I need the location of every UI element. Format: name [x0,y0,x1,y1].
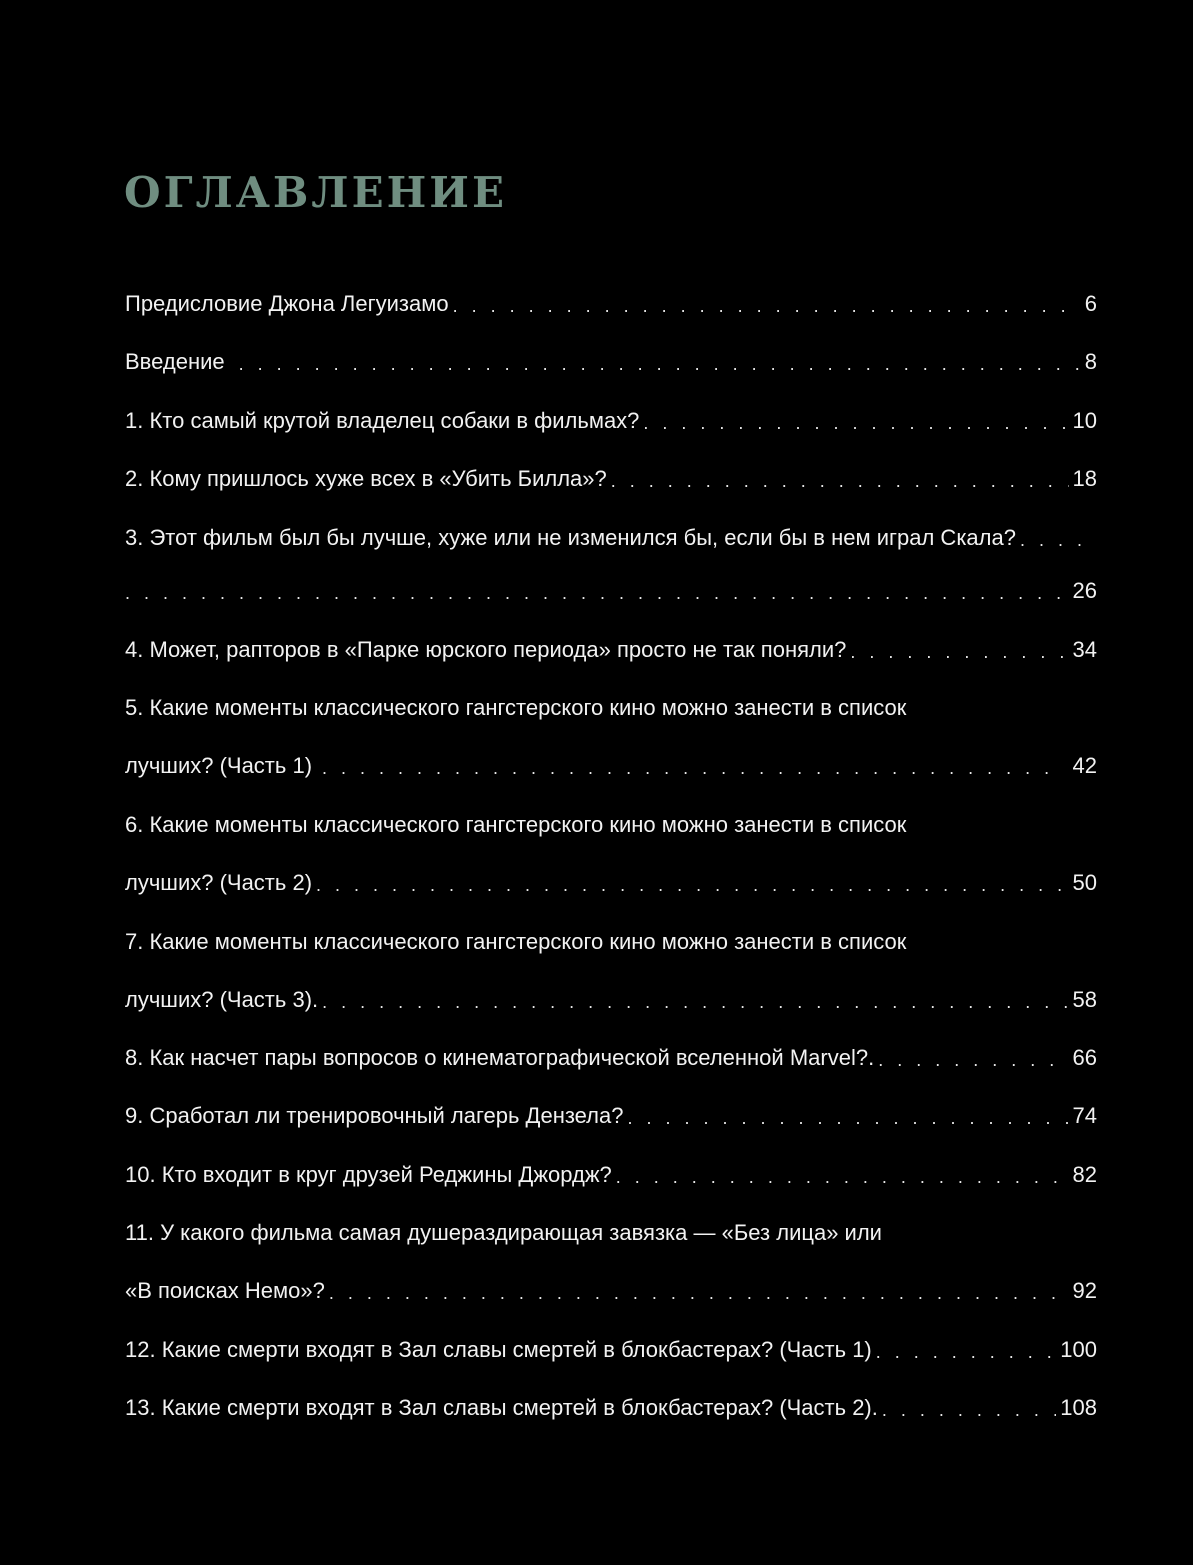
toc-entry-chapter-6-line1[interactable] [125,810,1097,840]
dot-leader [453,293,1081,319]
toc-entry-foreword[interactable] [125,289,1097,319]
dot-leader [1020,527,1093,553]
toc-entry-title: Введение [125,349,225,374]
toc-entry-chapter-11-line1[interactable] [125,1218,1097,1248]
toc-entry-title: 1. Кто самый крутой владелец собаки в фильмах? [125,408,640,433]
toc-entry-page: 26 [1072,578,1097,603]
toc-entry-chapter-3-line1[interactable] [125,523,1097,553]
dot-leader [643,410,1068,436]
dot-leader [125,580,1069,606]
dot-leader [329,1280,1063,1306]
toc-entry-chapter-10[interactable] [125,1160,1097,1190]
toc-entry-page: 74 [1072,1103,1097,1128]
toc-entry-chapter-2[interactable] [125,464,1097,494]
toc-entry-title: Предисловие Джона Легуизамо [125,291,449,316]
toc-entry-title-continued: «В поисках Немо»? [125,1278,325,1303]
toc-entry-page: 100 [1060,1337,1097,1362]
toc-entry-chapter-11-line2[interactable] [125,1276,1097,1306]
toc-entry-page: 50 [1072,870,1097,895]
toc-entry-page: 8 [1084,349,1097,374]
toc-entry-title: 12. Какие смерти входят в Зал славы смертей в блокбастерах? (Часть 1) [125,1337,872,1362]
toc-entry-page: 6 [1084,291,1097,316]
dot-leader [316,872,1068,898]
toc-entry-chapter-7-line1[interactable] [125,927,1097,957]
dot-leader [850,639,1068,665]
toc-entry-chapter-3-line2[interactable] [125,576,1097,606]
toc-entry-title: 3. Этот фильм был бы лучше, хуже или не изменился бы, если бы в нем играл Скала? [125,525,1016,550]
dot-leader [322,755,1062,781]
toc-entry-page: 92 [1072,1278,1097,1303]
toc-entry-chapter-1[interactable] [125,406,1097,436]
toc-entry-introduction[interactable] [125,347,1097,377]
toc-entry-chapter-7-line2[interactable] [125,985,1097,1015]
toc-entry-chapter-6-line2[interactable] [125,868,1097,898]
toc-entry-chapter-9[interactable] [125,1101,1097,1131]
toc-entry-title: 7. Какие моменты классического гангстерского кино можно занести в список [125,929,907,954]
toc-entry-title-continued: лучших? (Часть 2) [125,870,313,895]
toc-entry-title: 6. Какие моменты классического гангстерского кино можно занести в список [125,812,907,837]
toc-entry-page: 42 [1072,753,1097,778]
toc-entry-title: 9. Сработал ли тренировочный лагерь Дензела? [125,1103,624,1128]
dot-leader [239,351,1081,377]
dot-leader [616,1164,1069,1190]
toc-entry-page: 82 [1072,1162,1097,1187]
toc-entry-title: 2. Кому пришлось хуже всех в «Убить Билла»? [125,466,607,491]
toc-entry-page: 58 [1072,987,1097,1012]
toc-entry-chapter-13[interactable] [125,1393,1097,1423]
dot-leader [611,468,1069,494]
dot-leader [322,989,1068,1015]
dot-leader [882,1397,1056,1423]
toc-entry-title: 4. Может, рапторов в «Парке юрского периода» просто не так поняли? [125,637,847,662]
toc-entry-chapter-12[interactable] [125,1335,1097,1365]
toc-entry-page: 18 [1072,466,1097,491]
toc-entry-title-continued: лучших? (Часть 1) [125,753,313,778]
dot-leader [876,1339,1057,1365]
toc-entry-title-continued: лучших? (Часть 3). [125,987,319,1012]
toc-entry-page: 10 [1072,408,1097,433]
page-title: ОГЛАВЛЕНИЕ [124,168,507,217]
dot-leader [628,1105,1069,1131]
dot-leader [878,1047,1068,1073]
toc-entry-title: 5. Какие моменты классического гангстерского кино можно занести в список [125,695,907,720]
toc-entry-title: 11. У какого фильма самая душераздирающая завязка — «Без лица» или [125,1220,882,1245]
toc-entry-page: 34 [1072,637,1097,662]
toc-entry-chapter-4[interactable] [125,635,1097,665]
toc-entry-chapter-5-line2[interactable] [125,751,1097,781]
toc-entry-title: 10. Кто входит в круг друзей Реджины Джордж? [125,1162,612,1187]
toc-entry-chapter-8[interactable] [125,1043,1097,1073]
toc-entry-page: 108 [1060,1395,1097,1420]
toc-entry-title: 8. Как насчет пары вопросов о кинематографической вселенной Marvel?. [125,1045,875,1070]
toc-entry-title: 13. Какие смерти входят в Зал славы смертей в блокбастерах? (Часть 2). [125,1395,878,1420]
toc-entry-chapter-5-line1[interactable] [125,693,1097,723]
toc-entry-page: 66 [1072,1045,1097,1070]
